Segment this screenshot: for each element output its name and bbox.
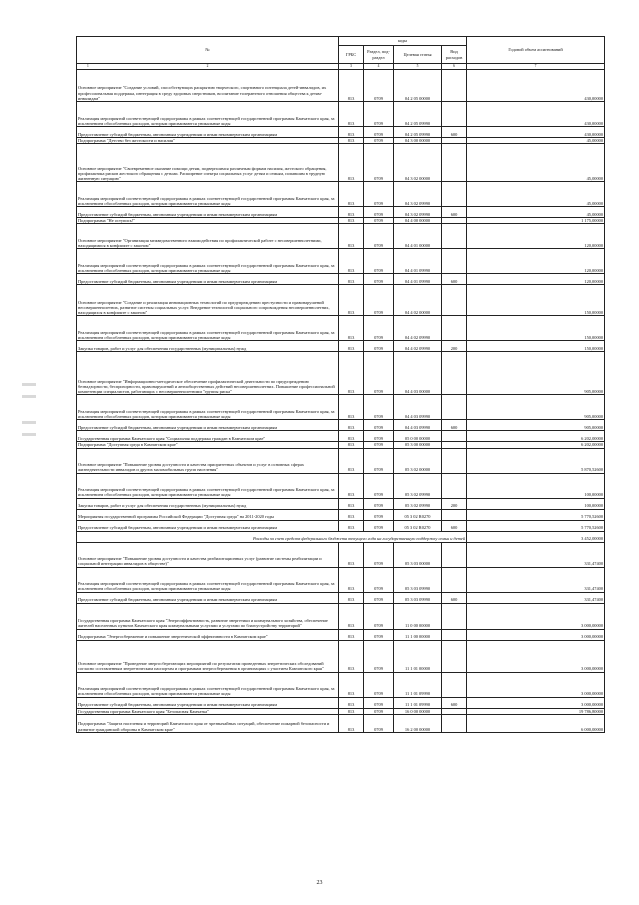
- row-amount: 100,00000: [467, 498, 605, 509]
- row-expense-type: [442, 714, 467, 732]
- row-razdel: 0709: [364, 520, 394, 531]
- row-amount: 45,00000: [467, 207, 605, 218]
- row-amount: 5 770,52600: [467, 520, 605, 531]
- table-row: [77, 352, 605, 395]
- table-row: [77, 431, 605, 442]
- row-grbs: 813: [339, 542, 364, 567]
- row-name: Реализация мероприятий соответствующей подпрограммы в рамках соответствующей государственной программы Камчатского края, за исключением обособленных расходов, которым присваиваются уникальные коды: [77, 672, 339, 697]
- column-number-6: 6: [442, 64, 467, 70]
- row-razdel: 0709: [364, 431, 394, 442]
- row-target-article: 11 0 00 00000: [394, 603, 442, 629]
- row-target-article: 04 3 00 00000: [394, 138, 442, 144]
- row-razdel: 0709: [364, 448, 394, 473]
- row-name: Основное мероприятие "Повышение уровня доступности и качества приоритетных объектов и услуг в основных сферах жизнедеятельности инвалидов и других маломобильных групп населения": [77, 448, 339, 473]
- table-row: [77, 102, 605, 127]
- row-amount: 120,00000: [467, 274, 605, 285]
- row-amount: 5 870,52600: [467, 448, 605, 473]
- row-amount: 3 000,00000: [467, 629, 605, 640]
- row-target-article: 05 3 02 00000: [394, 448, 442, 473]
- row-amount: 120,00000: [467, 224, 605, 249]
- row-expense-type: [442, 567, 467, 592]
- row-grbs: 813: [339, 509, 364, 520]
- row-razdel: 0709: [364, 714, 394, 732]
- row-razdel: 0709: [364, 144, 394, 182]
- row-expense-type: [442, 448, 467, 473]
- row-grbs: 813: [339, 603, 364, 629]
- row-expense-type: [442, 102, 467, 127]
- row-expense-type: [442, 395, 467, 420]
- row-target-article: 04 4 00 00000: [394, 218, 442, 224]
- row-name: Реализация мероприятий соответствующей подпрограммы в рамках соответствующей государственной программы Камчатского края, за исключением обособленных расходов, которым присваиваются уникальные коды: [77, 316, 339, 341]
- row-name: Подпрограмма "Доступная среда в Камчатском крае": [77, 442, 339, 448]
- row-expense-type: 600: [442, 420, 467, 431]
- row-razdel: 0709: [364, 274, 394, 285]
- row-amount: 331,47400: [467, 542, 605, 567]
- row-razdel: 0709: [364, 341, 394, 352]
- row-amount: 3 000,00000: [467, 603, 605, 629]
- row-razdel: 0709: [364, 640, 394, 672]
- row-name: Реализация мероприятий соответствующей подпрограммы в рамках соответствующей государственной программы Камчатского края, за исключением обособленных расходов, которым присваиваются уникальные коды: [77, 473, 339, 498]
- row-grbs: 813: [339, 697, 364, 708]
- row-expense-type: [442, 285, 467, 316]
- table-row: [77, 603, 605, 629]
- table-row: [77, 127, 605, 138]
- row-amount: 6 202,00000: [467, 442, 605, 448]
- table-row: [77, 592, 605, 603]
- table-row: [77, 341, 605, 352]
- row-target-article: 11 1 01 00000: [394, 640, 442, 672]
- row-amount: 19 786,80000: [467, 708, 605, 714]
- row-razdel: 0709: [364, 352, 394, 395]
- table-row: [77, 316, 605, 341]
- row-razdel: 0709: [364, 592, 394, 603]
- row-amount: 6 000,00000: [467, 714, 605, 732]
- row-razdel: 0709: [364, 182, 394, 207]
- row-target-article: 11 1 00 00000: [394, 629, 442, 640]
- row-target-article: 04 3 02 00000: [394, 144, 442, 182]
- row-grbs: 813: [339, 714, 364, 732]
- row-target-article: 05 3 02 R0270: [394, 509, 442, 520]
- table-row: [77, 629, 605, 640]
- row-grbs: 813: [339, 207, 364, 218]
- row-grbs: 813: [339, 218, 364, 224]
- row-amount: 905,00000: [467, 420, 605, 431]
- row-grbs: 813: [339, 182, 364, 207]
- row-name: Предоставление субсидий бюджетным, автономным учреждениям и иным некоммерческим организациям: [77, 127, 339, 138]
- header-razdel: Раздел, под-раздел: [364, 46, 394, 64]
- row-amount: 331,47400: [467, 592, 605, 603]
- row-target-article: 04 4 01 09990: [394, 274, 442, 285]
- row-razdel: 0709: [364, 127, 394, 138]
- row-target-article: 04 4 03 09990: [394, 420, 442, 431]
- row-amount: 3 000,00000: [467, 640, 605, 672]
- column-number-5: 5: [394, 64, 442, 70]
- row-name: Подпрограмма "Защита населения и территорий Камчатского края от чрезвычайных ситуаций, обеспечение пожарной безопасности и развитие гражданской обороны в Камчатском крае": [77, 714, 339, 732]
- row-grbs: 813: [339, 285, 364, 316]
- row-target-article: 05 3 02 09990: [394, 473, 442, 498]
- header-grbs: ГРБС: [339, 46, 364, 64]
- row-target-article: 11 1 01 09990: [394, 697, 442, 708]
- row-razdel: 0709: [364, 249, 394, 274]
- row-expense-type: [442, 249, 467, 274]
- row-grbs: 813: [339, 431, 364, 442]
- table-row: [77, 498, 605, 509]
- row-expense-type: [442, 144, 467, 182]
- row-amount: 430,00000: [467, 127, 605, 138]
- row-razdel: 0709: [364, 509, 394, 520]
- row-grbs: 813: [339, 498, 364, 509]
- row-amount: 331,47400: [467, 567, 605, 592]
- row-expense-type: [442, 473, 467, 498]
- row-amount: 150,00000: [467, 285, 605, 316]
- row-expense-type: [442, 629, 467, 640]
- row-expense-type: [442, 182, 467, 207]
- table-row: [77, 144, 605, 182]
- row-expense-type: 600: [442, 207, 467, 218]
- row-razdel: 0709: [364, 498, 394, 509]
- row-target-article: 04 2 05 09990: [394, 127, 442, 138]
- table-row: [77, 697, 605, 708]
- row-target-article: 04 3 02 09990: [394, 207, 442, 218]
- column-number-1: 1: [87, 64, 89, 69]
- header-celevaya: Целевая статья: [394, 46, 442, 64]
- row-target-article: 05 3 02 09990: [394, 498, 442, 509]
- row-target-article: 05 0 00 00000: [394, 431, 442, 442]
- row-grbs: 813: [339, 316, 364, 341]
- row-expense-type: [442, 431, 467, 442]
- row-name: Основное мероприятие "Создание и реализация инновационных технологий по предупреждению преступности и правонарушений несовершеннолетних, развитие системы социальных услуг. Внедрение технологий социального сопровождения несовершеннолетних, находящихся в конфликте с законом": [77, 285, 339, 316]
- row-name: Государственная программа Камчатского края "Социальная поддержка граждан в Камчатском крае": [77, 431, 339, 442]
- row-name: Подпрограмма "Детство без жестокости и насилия": [77, 138, 339, 144]
- row-name: Реализация мероприятий соответствующей подпрограммы в рамках соответствующей государственной программы Камчатского края, за исключением обособленных расходов, которым присваиваются уникальные коды: [77, 395, 339, 420]
- document-page: [76, 36, 604, 733]
- row-expense-type: 600: [442, 592, 467, 603]
- row-razdel: 0709: [364, 672, 394, 697]
- table-row: [77, 531, 605, 542]
- row-amount: 45,00000: [467, 138, 605, 144]
- header-vid: Вид расходов: [442, 46, 467, 64]
- row-name: Закупка товаров, работ и услуг для обеспечения государственных (муниципальных) нужд: [77, 498, 339, 509]
- row-expense-type: 200: [442, 498, 467, 509]
- row-grbs: 813: [339, 672, 364, 697]
- row-expense-type: [442, 509, 467, 520]
- header-annual: Годовой объем ассигнований: [467, 37, 605, 64]
- row-name: Реализация мероприятий соответствующей подпрограммы в рамках соответствующей государственной программы Камчатского края, за исключением обособленных расходов, которым присваиваются уникальные коды: [77, 249, 339, 274]
- row-name: Предоставление субсидий бюджетным, автономным учреждениям и иным некоммерческим организациям: [77, 207, 339, 218]
- row-grbs: 813: [339, 708, 364, 714]
- row-amount: 3 452,00000: [467, 531, 605, 542]
- row-razdel: 0709: [364, 697, 394, 708]
- row-razdel: 0709: [364, 224, 394, 249]
- row-target-article: 05 3 00 00000: [394, 442, 442, 448]
- row-name: Предоставление субсидий бюджетным, автономным учреждениям и иным некоммерческим организациям: [77, 274, 339, 285]
- row-target-article: 04 2 05 00000: [394, 70, 442, 102]
- row-target-article: 04 4 03 00000: [394, 352, 442, 395]
- row-amount: 6 202,00000: [467, 431, 605, 442]
- table-row: [77, 420, 605, 431]
- row-target-article: 04 3 02 09990: [394, 182, 442, 207]
- table-row: [77, 448, 605, 473]
- row-amount: 3 000,00000: [467, 672, 605, 697]
- table-row: [77, 224, 605, 249]
- row-amount: 100,00000: [467, 473, 605, 498]
- row-name: Мероприятия государственной программы Российской Федерации "Доступная среда" на 2011-2020 годы: [77, 509, 339, 520]
- row-razdel: 0709: [364, 473, 394, 498]
- row-expense-type: 600: [442, 697, 467, 708]
- table-row: [77, 714, 605, 732]
- row-expense-type: [442, 224, 467, 249]
- column-number-4: 4: [364, 64, 394, 70]
- row-expense-type: [442, 542, 467, 567]
- row-razdel: 0709: [364, 708, 394, 714]
- table-row: [77, 640, 605, 672]
- row-grbs: 813: [339, 274, 364, 285]
- table-row: [77, 182, 605, 207]
- row-razdel: 0709: [364, 102, 394, 127]
- row-target-article: 16 0 00 00000: [394, 708, 442, 714]
- row-amount: 905,00000: [467, 395, 605, 420]
- row-target-article: 16 2 00 00000: [394, 714, 442, 732]
- row-target-article: 04 4 01 00000: [394, 224, 442, 249]
- table-row: [77, 70, 605, 102]
- row-expense-type: [442, 603, 467, 629]
- row-grbs: 813: [339, 127, 364, 138]
- row-name: Предоставление субсидий бюджетным, автономным учреждениям и иным некоммерческим организациям: [77, 520, 339, 531]
- header-num: №: [77, 37, 339, 64]
- row-name: Предоставление субсидий бюджетным, автономным учреждениям и иным некоммерческим организациям: [77, 592, 339, 603]
- column-number-cell: [77, 64, 339, 70]
- row-grbs: 813: [339, 520, 364, 531]
- table-row: [77, 520, 605, 531]
- row-name: Реализация мероприятий соответствующей подпрограммы в рамках соответствующей государственной программы Камчатского края, за исключением обособленных расходов, которым присваиваются уникальные коды: [77, 102, 339, 127]
- row-expense-type: 600: [442, 127, 467, 138]
- row-grbs: 813: [339, 442, 364, 448]
- row-razdel: 0709: [364, 285, 394, 316]
- row-name: Предоставление субсидий бюджетным, автономным учреждениям и иным некоммерческим организациям: [77, 420, 339, 431]
- row-target-article: 04 4 01 09990: [394, 249, 442, 274]
- row-amount: 1 175,00000: [467, 218, 605, 224]
- column-number-3: 3: [339, 64, 364, 70]
- row-grbs: 813: [339, 395, 364, 420]
- header-codes: коды: [339, 37, 467, 46]
- row-name: Подпрограмма "Энергосбережение и повышение энергетической эффективности в Камчатском крае": [77, 629, 339, 640]
- row-name: Государственная программа Камчатского края "Энергоэффективность, развитие энергетики и коммунального хозяйства, обеспечение жителей населенных пунктов Камчатского края коммунальными услугами и услугами по благоустройству территорий": [77, 603, 339, 629]
- row-expense-type: 200: [442, 341, 467, 352]
- table-row: [77, 567, 605, 592]
- row-amount: 430,00000: [467, 102, 605, 127]
- row-amount: 5 770,52600: [467, 509, 605, 520]
- row-grbs: 813: [339, 102, 364, 127]
- row-name: Основное мероприятие "Своевременное оказание помощи детям, подвергшимся различным формам насилия, жестокого обращения, профилактика рисков жестокого обращения с детьми. Расширение спектра социальных услуг детям и семьям, попавшим в трудную жизненную ситуацию": [77, 144, 339, 182]
- row-expense-type: [442, 640, 467, 672]
- table-row: [77, 395, 605, 420]
- row-name: Основное мероприятие "Информационно-методическое обеспечение профилактической деятельности по предупреждению безнадзорности, беспризорности, правонарушений и антиобщественных действий несовершеннолетних. Повышение профессиональной компетенции специалистов, работающих с несовершеннолетними "группы риска": [77, 352, 339, 395]
- row-amount: 45,00000: [467, 144, 605, 182]
- table-row: [77, 672, 605, 697]
- row-razdel: 0709: [364, 395, 394, 420]
- row-razdel: 0709: [364, 316, 394, 341]
- row-name: Государственная программа Камчатского края "Безопасная Камчатка": [77, 708, 339, 714]
- row-expense-type: [442, 352, 467, 395]
- budget-table: [76, 36, 605, 733]
- row-amount: 120,00000: [467, 249, 605, 274]
- row-target-article: 04 2 05 09990: [394, 102, 442, 127]
- table-row: [77, 473, 605, 498]
- row-name: Основное мероприятие "Создание условий, способствующих раскрытию творческого, спортивного потенциала детей-инвалидов, их профессиональная поддержка, интеграция в среду здоровых сверстников, воспитание толерантного отношения общества к детям-инвалидам": [77, 70, 339, 102]
- row-target-article: 05 3 03 00000: [394, 542, 442, 567]
- row-expense-type: [442, 316, 467, 341]
- row-target-article: 05 3 03 09990: [394, 567, 442, 592]
- row-grbs: 813: [339, 138, 364, 144]
- row-name: Основное мероприятие "Проведение энергосберегающих мероприятий по результатам проведенных энергетических обследований согласно составленным энергетическим паспортам и программам энергосбережения в организациях с участием Камчатского края": [77, 640, 339, 672]
- row-razdel: 0709: [364, 442, 394, 448]
- table-row: [77, 542, 605, 567]
- row-grbs: 813: [339, 592, 364, 603]
- row-razdel: 0709: [364, 542, 394, 567]
- row-expense-type: 600: [442, 274, 467, 285]
- row-razdel: 0709: [364, 567, 394, 592]
- row-amount: 45,00000: [467, 182, 605, 207]
- row-amount: 3 000,00000: [467, 697, 605, 708]
- row-grbs: 813: [339, 640, 364, 672]
- row-target-article: 04 4 02 00000: [394, 285, 442, 316]
- row-razdel: 0709: [364, 629, 394, 640]
- row-amount: 905,00000: [467, 352, 605, 395]
- row-name: Основное мероприятие "Организация межведомственного взаимодействия по профилактической работе с несовершеннолетними, находящимися в конфликте с законом": [77, 224, 339, 249]
- row-grbs: 813: [339, 448, 364, 473]
- row-expense-type: 600: [442, 520, 467, 531]
- row-target-article: 04 4 02 09990: [394, 316, 442, 341]
- budget-table-body: [77, 64, 605, 733]
- row-name: Закупка товаров, работ и услуг для обеспечения государственных (муниципальных) нужд: [77, 341, 339, 352]
- row-name: Реализация мероприятий соответствующей подпрограммы в рамках соответствующей государственной программы Камчатского края, за исключением обособленных расходов, которым присваиваются уникальные коды: [77, 182, 339, 207]
- federal-budget-note: Расходы за счет средств федерального бюджета текущего года на государственную поддержку семьи и детей: [77, 531, 467, 542]
- row-expense-type: [442, 672, 467, 697]
- row-amount: 430,00000: [467, 70, 605, 102]
- row-razdel: 0709: [364, 218, 394, 224]
- row-grbs: 813: [339, 473, 364, 498]
- row-razdel: 0709: [364, 207, 394, 218]
- row-razdel: 0709: [364, 420, 394, 431]
- row-grbs: 813: [339, 420, 364, 431]
- table-row: [77, 509, 605, 520]
- table-row: [77, 274, 605, 285]
- row-target-article: 04 4 03 09990: [394, 395, 442, 420]
- row-target-article: 05 3 03 09990: [394, 592, 442, 603]
- table-row: [77, 249, 605, 274]
- row-grbs: 813: [339, 70, 364, 102]
- row-grbs: 813: [339, 249, 364, 274]
- table-row: [77, 207, 605, 218]
- row-razdel: 0709: [364, 603, 394, 629]
- row-target-article: 04 4 02 09990: [394, 341, 442, 352]
- row-amount: 150,00000: [467, 316, 605, 341]
- column-number-2: 2: [206, 64, 209, 69]
- row-target-article: 11 1 01 09990: [394, 672, 442, 697]
- row-name: Предоставление субсидий бюджетным, автономным учреждениям и иным некоммерческим организациям: [77, 697, 339, 708]
- row-name: Подпрограмма "Не оступись!": [77, 218, 339, 224]
- row-razdel: 0709: [364, 138, 394, 144]
- row-grbs: 813: [339, 352, 364, 395]
- row-razdel: 0709: [364, 70, 394, 102]
- row-expense-type: [442, 70, 467, 102]
- row-grbs: 813: [339, 144, 364, 182]
- table-row: [77, 285, 605, 316]
- row-target-article: 05 3 02 R0270: [394, 520, 442, 531]
- row-name: Основное мероприятие "Повышение уровня доступности и качества реабилитационных услуг (развитие системы реабилитации и социальной интеграции инвалидов в обществе)": [77, 542, 339, 567]
- page-number: 23: [316, 880, 323, 886]
- row-grbs: 813: [339, 629, 364, 640]
- row-name: Реализация мероприятий соответствующей подпрограммы в рамках соответствующей государственной программы Камчатского края, за исключением обособленных расходов, которым присваиваются уникальные коды: [77, 567, 339, 592]
- row-grbs: 813: [339, 341, 364, 352]
- row-amount: 150,00000: [467, 341, 605, 352]
- column-number-7: 7: [467, 64, 605, 70]
- row-grbs: 813: [339, 224, 364, 249]
- row-grbs: 813: [339, 567, 364, 592]
